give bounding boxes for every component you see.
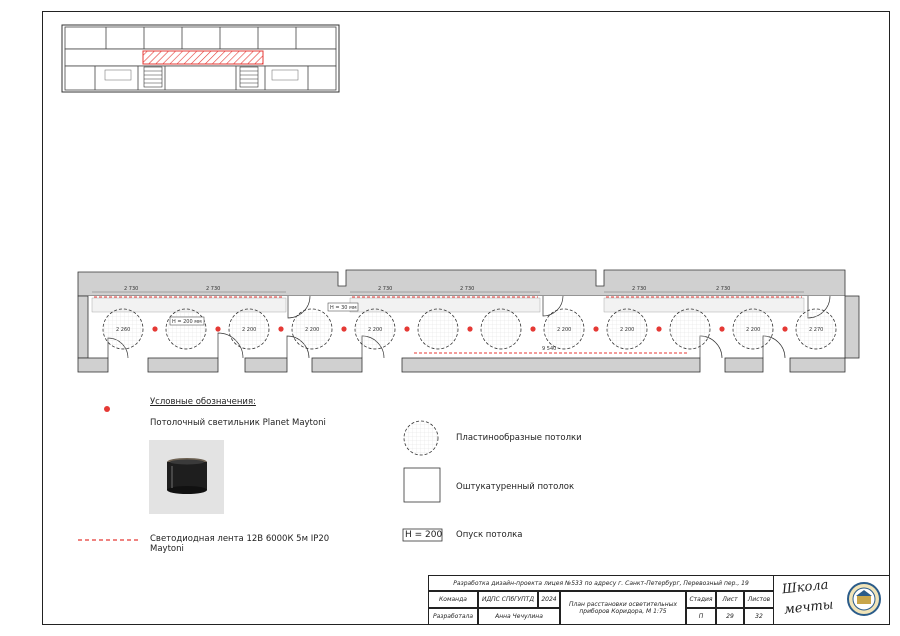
dimension-label: 2 200: [746, 327, 761, 333]
legend-lamp-label: Потолочный светильник Planet Maytoni: [150, 418, 326, 428]
year: 2024: [538, 591, 560, 608]
corridor-plan: [78, 270, 859, 372]
organization: ИДПС СПбГУПТД: [478, 591, 538, 608]
ceiling-drop-label: H = 30 мм: [330, 305, 357, 311]
legend-h-label: Опуск потолка: [456, 530, 523, 540]
sheets-label: Листов: [744, 591, 774, 608]
sheet-value: 29: [716, 608, 744, 625]
developer-label: Разработала: [428, 608, 478, 625]
stage-value: П: [686, 608, 716, 625]
lamp-photo: [149, 440, 224, 514]
key-plan: [62, 25, 339, 92]
school-logo-line1: Школа: [781, 577, 830, 598]
dimension-label: 2 200: [242, 327, 257, 333]
dimension-label: 2 200: [305, 327, 320, 333]
legend-lamp-icon: [104, 406, 110, 412]
dimension-label: 2 730: [378, 286, 393, 292]
school-logo-line2: мечты: [783, 597, 835, 618]
legend-plaster-label: Оштукатуренный потолок: [456, 482, 575, 492]
legend-plaster-icon: [404, 468, 440, 502]
sheet-label: Лист: [716, 591, 744, 608]
developer-name: Анна Чечулина: [478, 608, 560, 625]
ceiling-drop-label: H = 200 мм: [172, 319, 202, 325]
dimension-label: 2 260: [116, 327, 131, 333]
sheets-value: 32: [744, 608, 774, 625]
dimension-label: 9 540: [542, 346, 557, 352]
dimension-label: 2 200: [557, 327, 572, 333]
dimension-label: 2 730: [632, 286, 647, 292]
dimension-label: 2 730: [124, 286, 139, 292]
dimension-label: 2 200: [620, 327, 635, 333]
dimension-label: 2 730: [206, 286, 221, 292]
dimension-label: 2 200: [368, 327, 383, 333]
dimension-label: 2 730: [716, 286, 731, 292]
legend-h-symbol: H = 200: [405, 530, 443, 540]
legend-title: Условные обозначения:: [150, 397, 256, 407]
dimension-label: 2 270: [809, 327, 824, 333]
legend-plate-label: Пластинообразные потолки: [456, 433, 582, 443]
dimension-label: 2 730: [460, 286, 475, 292]
stage-label: Стадия: [686, 591, 716, 608]
legend-led-strip-label: Светодиодная лента 12В 6000К 5м IP20 Maytoni: [150, 534, 330, 554]
highlighted-corridor: [143, 51, 263, 64]
project-title: Разработка дизайн-проекта лицея №533 по адресу г. Санкт-Петербург, Перевозный пер., 19: [428, 575, 774, 591]
sheet-title: План расстановки осветительных приборов Коридора, М 1:75: [560, 591, 686, 625]
legend-plate-icon: [404, 421, 438, 455]
team-label: Команда: [428, 591, 478, 608]
